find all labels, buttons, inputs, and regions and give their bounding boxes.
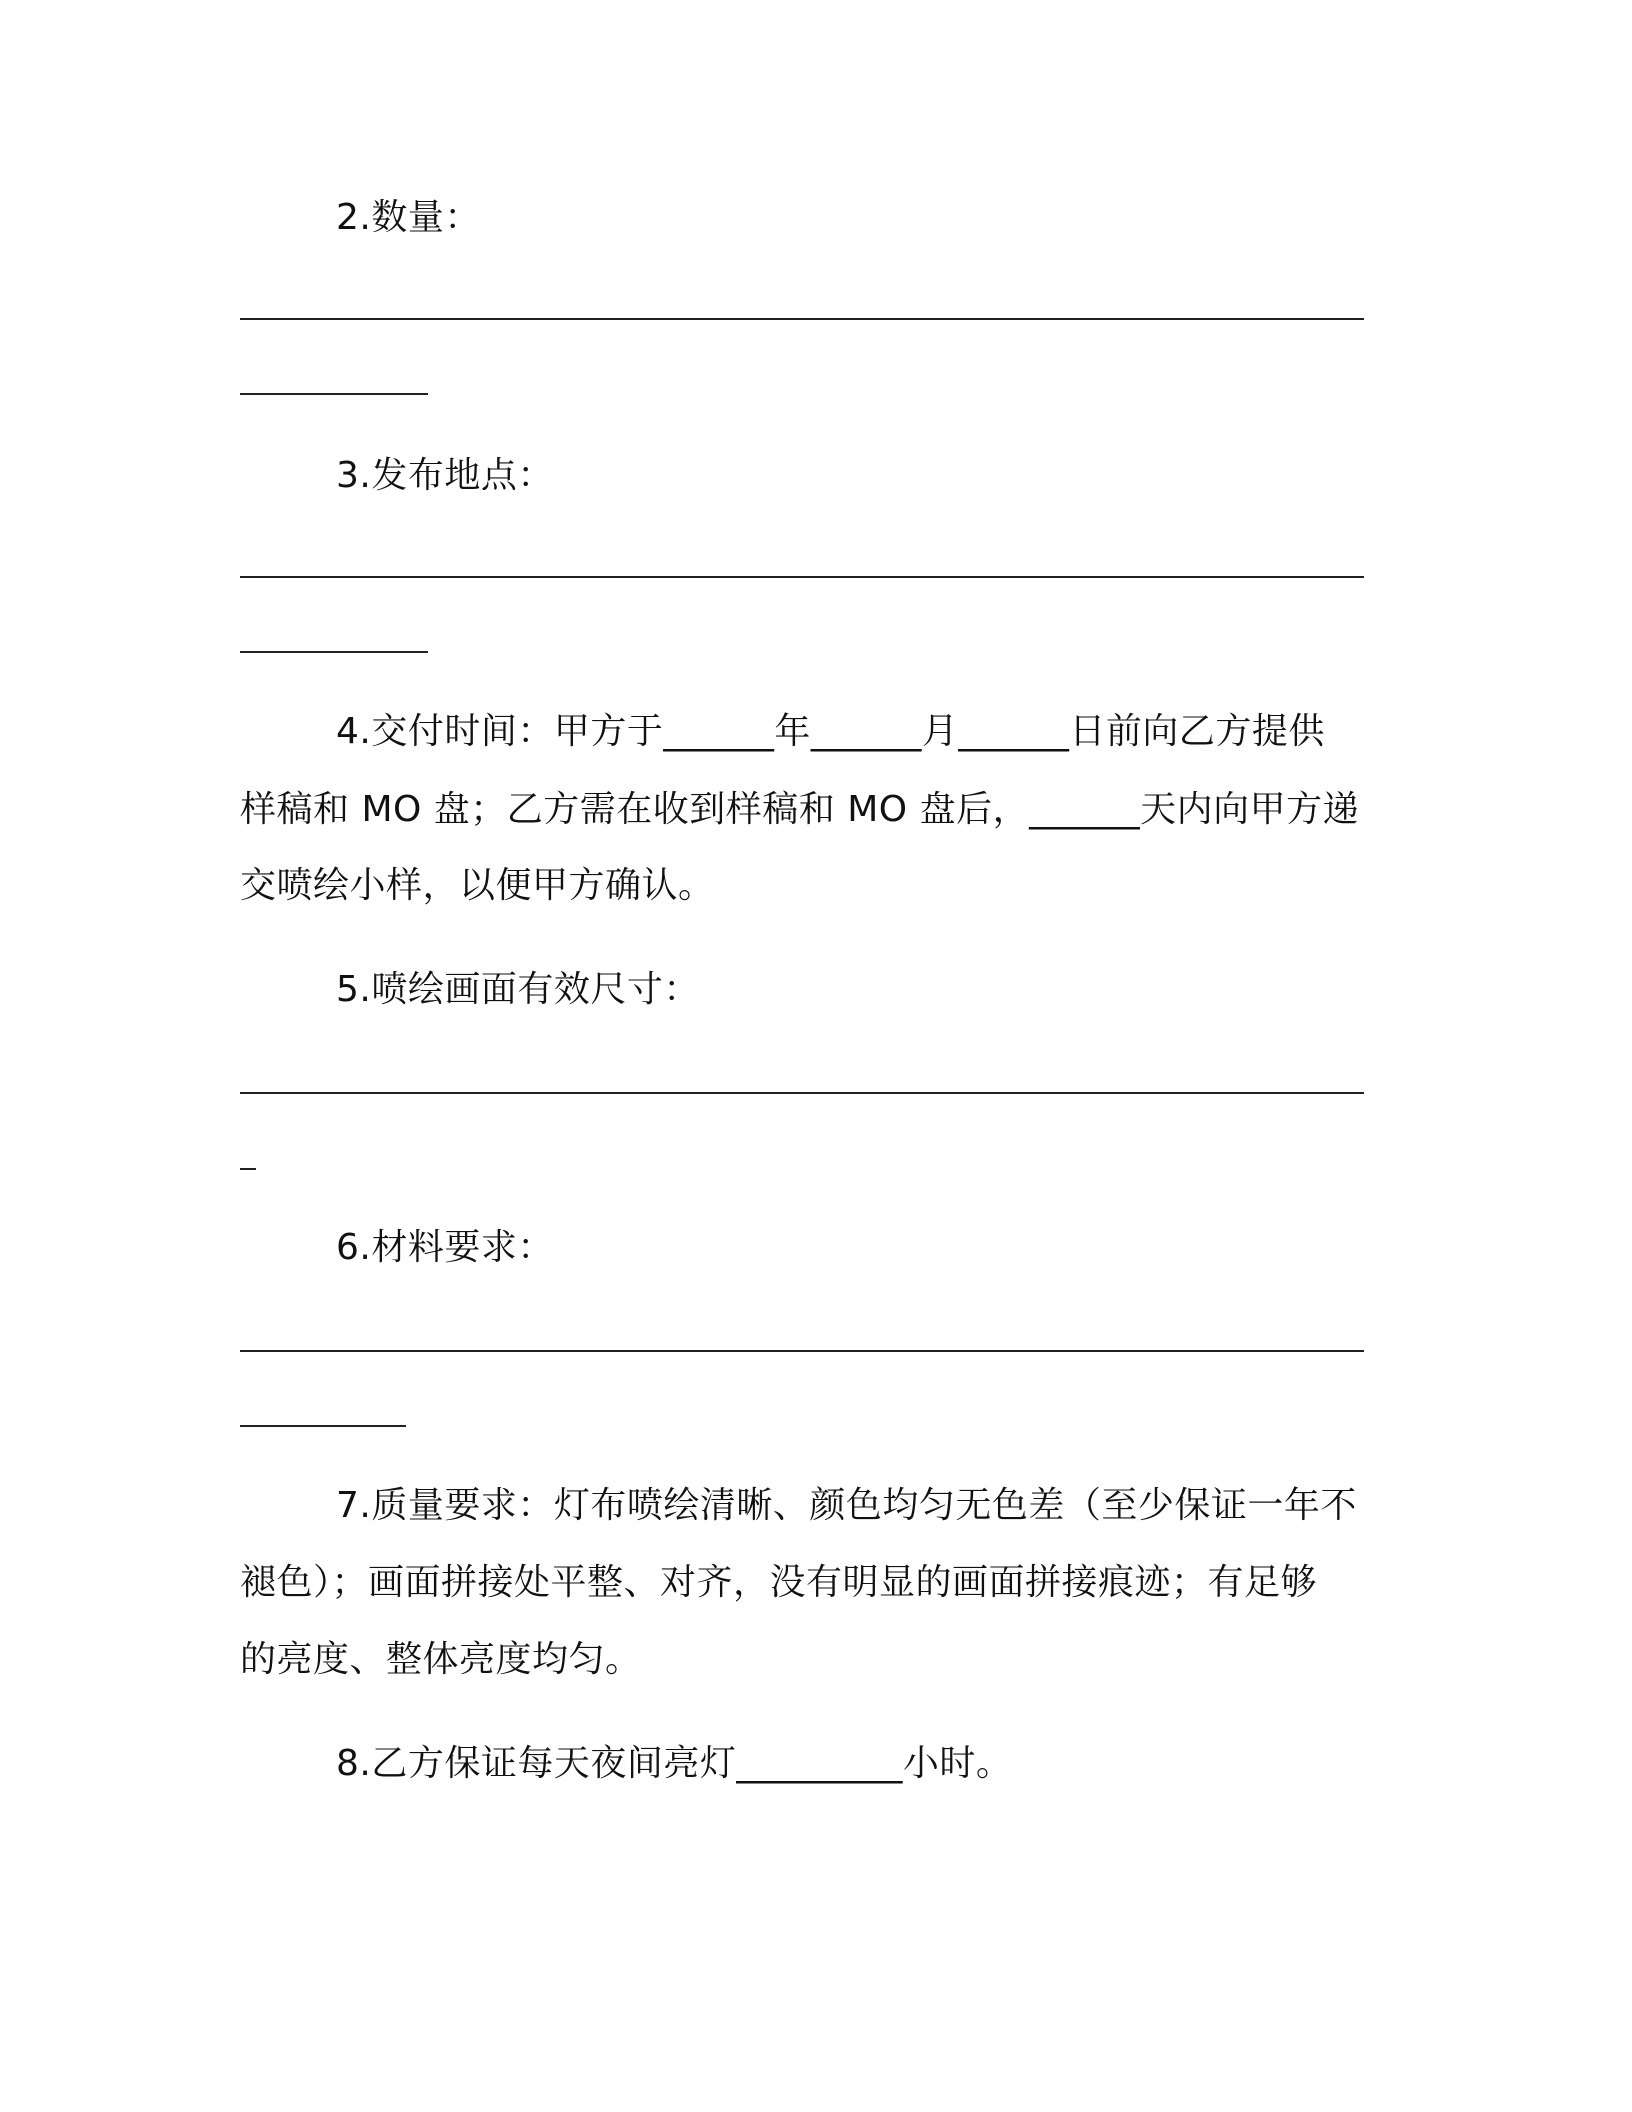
material-blank-line-2: [240, 1425, 406, 1427]
quality-line-2: 褪色）；画面拼接处平整、对齐，没有明显的画面拼接痕迹；有足够: [240, 1562, 1318, 1603]
delivery-line-1: 4.交付时间：甲方于______年______月______日前向乙方提供: [336, 711, 1325, 752]
quantity-label: 2.数量：: [336, 197, 481, 238]
lighting-line: 8.乙方保证每天夜间亮灯_________小时。: [336, 1743, 1013, 1784]
delivery-line-3: 交喷绘小样，以便甲方确认。: [240, 865, 715, 906]
quality-line-3: 的亮度、整体亮度均匀。: [240, 1639, 642, 1680]
quality-line-1: 7.质量要求：灯布喷绘清晰、颜色均匀无色差（至少保证一年不: [336, 1485, 1357, 1526]
size-blank-line-2: [240, 1168, 256, 1170]
size-label: 5.喷绘画面有效尺寸：: [336, 969, 700, 1010]
material-blank-line-1: [240, 1350, 1364, 1352]
location-blank-line-1: [240, 576, 1364, 578]
material-label: 6.材料要求：: [336, 1227, 554, 1268]
quantity-blank-line-2: [240, 393, 428, 395]
size-blank-line-1: [240, 1092, 1364, 1094]
delivery-line-2: 样稿和 MO 盘；乙方需在收到样稿和 MO 盘后，______天内向甲方递: [240, 789, 1360, 830]
location-blank-line-2: [240, 651, 428, 653]
quantity-blank-line-1: [240, 318, 1364, 320]
location-label: 3.发布地点：: [336, 455, 554, 496]
